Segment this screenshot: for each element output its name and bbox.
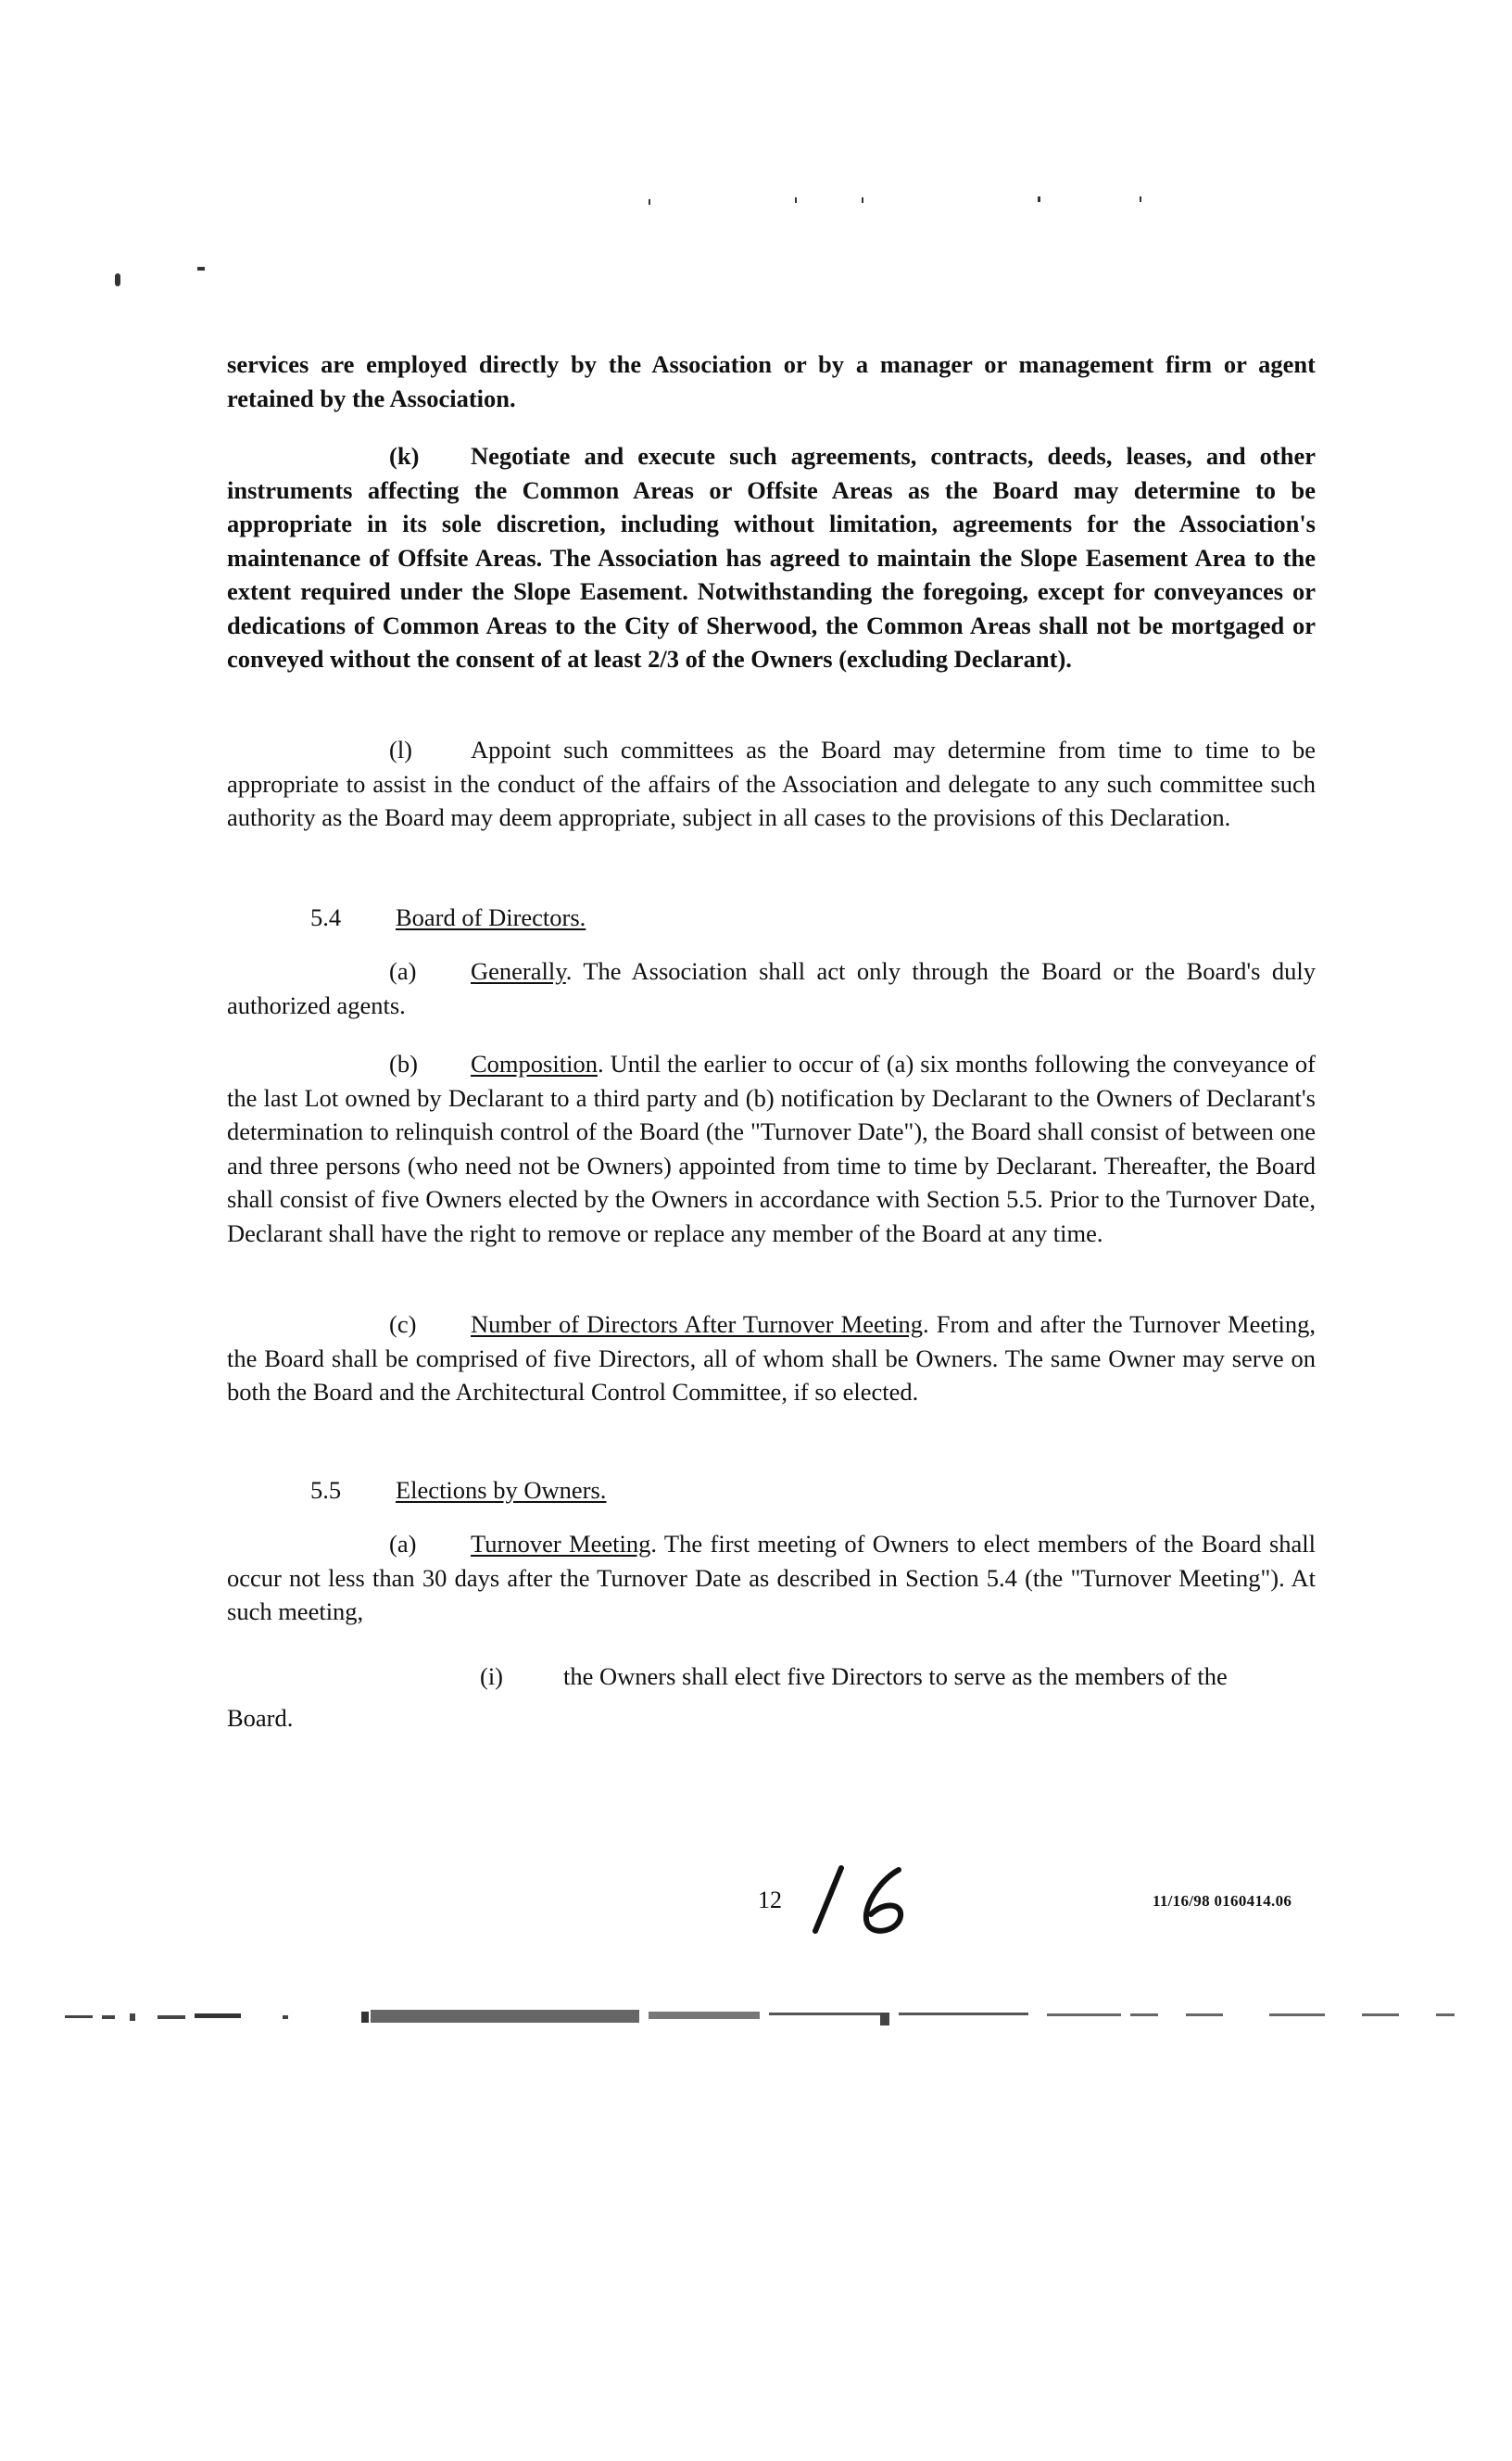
section-title: Board of Directors. (396, 903, 586, 931)
scan-dot (1038, 196, 1040, 202)
paragraph-k-text: Negotiate and execute such agreements, contracts, deeds, leases, and other instruments affecting the Common Areas or Offsite Areas as the Board may determine to be appropriate in its sole discretion, including without limitation, agreements for the Association's maintenance of Offsite Areas. The Association has agreed to maintain the Slope Easement Area to the extent required under the Slope Easement. Notwithstanding the foregoing, except for conveyances or dedications of Common Areas to the City of Sherwood, the Common Areas shall not be mortgaged or conveyed without the consent of at least 2/3 of the Owners (excluding Declarant). (227, 442, 1316, 673)
scan-dot (862, 197, 863, 203)
paragraph-5-5-a-i-text: the Owners shall elect five Directors to serve as the members of the (563, 1662, 1228, 1690)
section-number: 5.4 (310, 903, 342, 931)
paragraph-5-5-a (227, 1527, 1316, 1629)
section-title: Elections by Owners. (396, 1476, 607, 1504)
paragraph-heading: Composition (471, 1050, 598, 1078)
paragraph-number: (c) (389, 1310, 417, 1338)
section-heading-5-5 (310, 1473, 606, 1507)
paragraph-l-text: Appoint such committees as the Board may determine from time to time to be appropriate to assist in the conduct of the affairs of the Association and delegate to any such committee such authority as the Board may deem appropriate, subject in all cases to the provisions of this Declaration. (227, 736, 1316, 831)
paragraph-5-4-c (227, 1307, 1316, 1409)
paragraph-heading: Number of Directors After Turnover Meeting (471, 1310, 923, 1338)
paragraph-text: . Until the earlier to occur of (a) six months following the conveyance of the last Lot owned by Declarant to a third party and (b) notification by Declarant to the Owners of Declarant's determination to relinquish control of the Board (the "Turnover Date"), the Board shall consist of between one and three persons (who need not be Owners) appointed from time to time by Declarant. Thereafter, the Board shall consist of five Owners elected by the Owners in accordance with Section 5.5. Prior to the Turnover Date, Declarant shall have the right to remove or replace any member of the Board at any time. (227, 1050, 1316, 1247)
section-number: 5.5 (310, 1476, 342, 1504)
paragraph-text: . The Association shall act only through the Board or the Board's duly authorized agents. (227, 957, 1316, 1019)
paragraph-5-5-a-i-number: (i) (480, 1662, 504, 1690)
handwritten-page-number (806, 1862, 936, 1937)
paragraph-k (227, 439, 1316, 676)
section-heading-5-4 (310, 901, 586, 934)
scan-dot (115, 273, 120, 286)
scan-dot (1140, 196, 1141, 202)
paragraph-5-4-a (227, 954, 1316, 1022)
paragraph-heading: Turnover Meeting (471, 1530, 651, 1558)
scan-noise-strip (65, 2006, 1473, 2028)
paragraph-heading: Generally (471, 957, 566, 985)
page-number: 12 (758, 1887, 782, 1913)
scan-dot (649, 199, 650, 205)
paragraph-text: . The first meeting of Owners to elect members of the Board shall occur not less than 30 days after the Turnover Date as described in Section 5.4 (the "Turnover Meeting"). At such meeting, (227, 1530, 1316, 1625)
paragraph-number: (a) (389, 1530, 417, 1558)
paragraph-continued: services are employed directly by the Association or by a manager or management firm or agent retained by the Association. (227, 350, 1316, 412)
paragraph-text: . From and after the Turnover Meeting, the Board shall be comprised of five Directors, all of whom shall be Owners. The same Owner may serve on both the Board and the Architectural Control Committee, if so elected. (227, 1310, 1316, 1406)
paragraph-k-number: (k) (389, 442, 420, 470)
scan-dot (795, 197, 797, 203)
paragraph-5-4-b (227, 1047, 1316, 1250)
paragraph-5-5-a-i-continued: Board. (227, 1704, 294, 1732)
scan-dot (197, 267, 205, 271)
paragraph-l (227, 733, 1316, 835)
paragraph-number: (a) (389, 957, 417, 985)
paragraph-number: (b) (389, 1050, 418, 1078)
document-id: 11/16/98 0160414.06 (1153, 1892, 1292, 1910)
paragraph-l-number: (l) (389, 736, 413, 764)
